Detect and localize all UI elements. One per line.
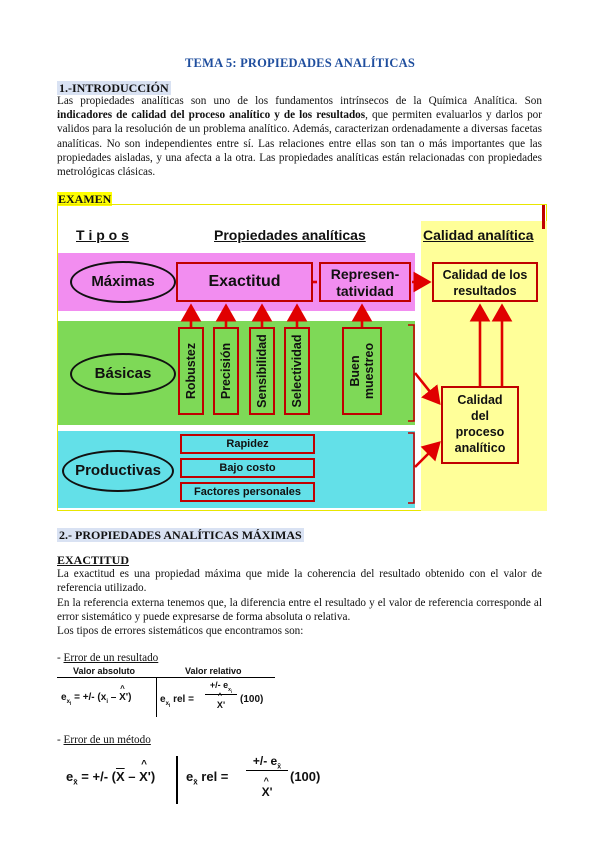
method-fraction-numerator: +/- $e_{x̄}$ bbox=[246, 754, 288, 771]
exactitud-subheading: EXACTITUD bbox=[57, 553, 130, 567]
exam-label: EXAMEN bbox=[58, 192, 112, 206]
properties-diagram bbox=[57, 204, 547, 511]
oval-basicas: Básicas bbox=[70, 353, 176, 395]
box-exactitud: Exactitud bbox=[176, 262, 313, 302]
box-calidad-proceso: Calidad del proceso analítico bbox=[441, 386, 519, 464]
error-metodo-formulas bbox=[66, 752, 326, 808]
box-selectividad: Selectividad bbox=[284, 327, 310, 415]
error-metodo-label: - Error de un método bbox=[57, 734, 151, 746]
section-2-heading: 2.- PROPIEDADES ANALÍTICAS MÁXIMAS bbox=[59, 528, 302, 542]
page-title: TEMA 5: PROPIEDADES ANALÍTICAS bbox=[185, 56, 415, 70]
fraction-denominator: X ^ ' bbox=[216, 693, 226, 710]
box-representatividad: Represen- tatividad bbox=[319, 262, 411, 302]
col-valor-relativo: Valor relativo bbox=[185, 666, 242, 676]
bracket-productivas bbox=[408, 433, 414, 503]
exactitud-paragraph-2: En la referencia externa tenemos que, la diferencia entre el resultado y el valor de referencia corresponde al error sistemático y puede expresarse de forma absoluta o relativa. bbox=[57, 597, 542, 624]
formula-factor: (100) bbox=[240, 694, 264, 705]
box-buen-muestreo: Buen muestreo bbox=[342, 327, 382, 415]
box-sensibilidad: Sensibilidad bbox=[249, 327, 275, 415]
header-propiedades: Propiedades analíticas bbox=[214, 227, 366, 243]
box-bajo-costo: Bajo costo bbox=[180, 458, 315, 478]
box-factores-personales: Factores personales bbox=[180, 482, 315, 502]
box-precision: Precisión bbox=[213, 327, 239, 415]
method-formula-factor: (100) bbox=[290, 769, 321, 784]
bracket-basicas bbox=[408, 325, 414, 421]
arrow-basicas-proceso bbox=[415, 373, 439, 403]
method-fraction-denominator: X ^ ' bbox=[261, 776, 273, 799]
col-valor-absoluto: Valor absoluto bbox=[73, 666, 136, 676]
header-tipos: T i p o s bbox=[76, 227, 129, 243]
fraction-numerator: +/- $e_{x_i}$ bbox=[205, 680, 237, 695]
diagram-arrows bbox=[58, 205, 548, 512]
error-resultado-label: - Error de un resultado bbox=[57, 652, 159, 664]
formula-absolute-result: $e_{x_i}$ = +/- ($x_i$ – X ^ ') bbox=[61, 684, 132, 708]
table-rule bbox=[57, 677, 275, 678]
formula-divider bbox=[176, 756, 178, 804]
formula-relative-result: $e_{x_i}$ rel = bbox=[160, 694, 194, 710]
box-rapidez: Rapidez bbox=[180, 434, 315, 454]
exactitud-paragraph-3: Los tipos de errores sistemáticos que encontramos son: bbox=[57, 625, 304, 637]
formula-relative-method: $e_{x̄}$ rel = bbox=[186, 769, 229, 787]
table-divider bbox=[156, 677, 157, 717]
arrow-productivas-proceso bbox=[415, 443, 439, 467]
box-calidad-resultados: Calidad de los resultados bbox=[432, 262, 538, 302]
oval-productivas: Productivas bbox=[62, 450, 174, 492]
exactitud-paragraph-1: La exactitud es una propiedad máxima que mide la coherencia del resultado obtenido con el valor de referencia utilizado. bbox=[57, 568, 542, 595]
error-resultado-formulas bbox=[57, 666, 275, 718]
box-robustez: Robustez bbox=[178, 327, 204, 415]
intro-paragraph: Las propiedades analíticas son uno de los fundamentos intrínsecos de la Química Analítica. Son indicadores de calidad del proceso analítico y de los resultados, que permiten evaluarlos y darlos por validos para la resolución de un problema analítico. Además, caracterizan ordenadamente a diversas facetas analíticas. No son independientes entre sí. Las relaciones entre ellas son tan o más importantes que las propiedades aisladas, y una afecta a la otra. Las propiedades analíticas están relacionadas con propiedades metrológicas clásicas. bbox=[57, 95, 542, 179]
section-1-heading: 1.-INTRODUCCIÓN bbox=[59, 81, 169, 95]
formula-absolute-method: $e_{x̄}$ = +/- ($\overline{X}$ – X ^ ') bbox=[66, 759, 156, 787]
oval-maximas: Máximas bbox=[70, 261, 176, 303]
header-calidad: Calidad analítica bbox=[423, 227, 534, 243]
